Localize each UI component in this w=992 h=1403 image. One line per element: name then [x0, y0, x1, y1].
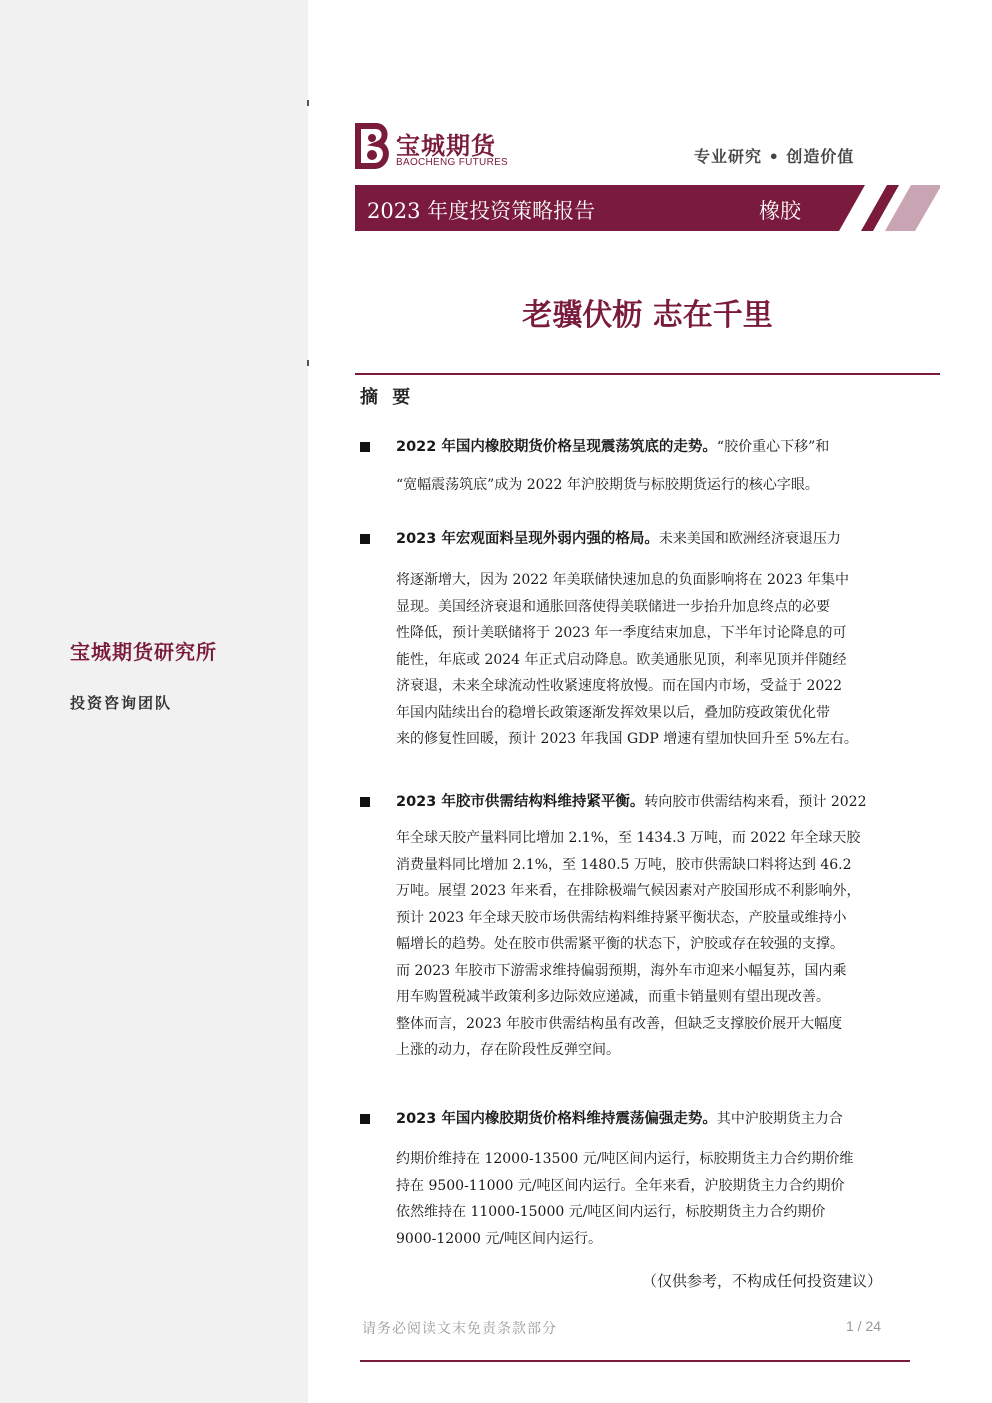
- item-line: 持在 9500-11000 元/吨区间内运行。全年来看，沪胶期货主力合约期价: [396, 1177, 845, 1194]
- item-line: 消费量料同比增加 2.1%，至 1480.5 万吨，胶市供需缺口料将达到 46.2: [396, 856, 852, 873]
- margin-tick: [307, 360, 309, 366]
- report-title: 2023 年度投资策略报告: [367, 199, 596, 223]
- item-line: 性降低，预计美联储将于 2023 年一季度结束加息，下半年讨论降息的可: [396, 625, 847, 641]
- abstract-heading: 摘 要: [360, 387, 415, 408]
- logo-text-cn: 宝城期货: [396, 132, 496, 160]
- item-body: [396, 472, 926, 499]
- item-line: 9000-12000 元/吨区间内运行。: [396, 1230, 603, 1247]
- item-first-rest: 未来美国和欧洲经济衰退压力: [658, 531, 841, 547]
- bullet-icon: [360, 1114, 370, 1124]
- item-line: 年国内陆续出台的稳增长政策逐渐发挥效果以后，叠加防疫政策优化带: [396, 704, 830, 721]
- margin-tick: [307, 100, 309, 106]
- logo-text-en: BAOCHENG FUTURES: [396, 157, 509, 168]
- item-line: 依然维持在 11000-15000 元/吨区间内运行，标胶期货主力合约期价: [396, 1204, 826, 1220]
- item-line: 约期价维持在 12000-13500 元/吨区间内运行，标胶期货主力合约期价维: [396, 1151, 854, 1167]
- research-institute-name: 宝城期货研究所: [70, 640, 217, 664]
- slogan: 专业研究 • 创造价值: [694, 147, 855, 166]
- page-number: 1 / 24: [846, 1318, 882, 1334]
- disclaimer: （仅供参考，不构成任何投资建议）: [642, 1272, 883, 1290]
- item-line: “宽幅震荡筑底”成为 2022 年沪胶期货与标胶期货运行的核心字眼。: [396, 477, 819, 493]
- footer-disclaimer-note: 请务必阅读文末免责条款部分: [362, 1321, 557, 1337]
- item-body: [396, 567, 926, 753]
- divider: [355, 373, 940, 375]
- item-line: 显现。美国经济衰退和通胀回落使得美联储进一步抬升加息终点的必要: [396, 598, 830, 615]
- item-line: 将逐渐增大，因为 2022 年美联储快速加息的负面影响将在 2023 年集中: [396, 572, 850, 588]
- item-line: 济衰退，未来全球流动性收紧速度将放慢。而在国内市场，受益于 2022: [396, 678, 843, 694]
- item-lead: 2023 年国内橡胶期货价格料维持震荡偏强走势。: [396, 1111, 717, 1127]
- item-first-line: [396, 432, 926, 462]
- page-title: 老骥伏枥 志在千里: [522, 298, 773, 333]
- item-line: 上涨的动力，存在阶段性反弹空间。: [396, 1042, 620, 1058]
- item-first-rest: 其中沪胶期货主力合: [716, 1111, 843, 1127]
- item-line: 幅增长的趋势。处在胶市供需紧平衡的状态下，沪胶或存在较强的支撑。: [396, 936, 844, 952]
- company-logo: [352, 122, 522, 172]
- report-banner: [355, 185, 940, 231]
- item-lead: 2023 年胶市供需结构料维持紧平衡。: [396, 794, 645, 810]
- bullet-icon: [360, 797, 370, 807]
- item-first-line: [396, 1104, 926, 1134]
- item-body: [396, 825, 926, 1064]
- item-first-line: [396, 524, 926, 554]
- bullet-icon: [360, 442, 370, 452]
- footer-divider: [360, 1360, 910, 1362]
- logo-mark-icon: [352, 122, 392, 172]
- team-name: 投资咨询团队: [70, 694, 173, 712]
- item-line: 万吨。展望 2023 年来看，在排除极端气候因素对产胶国形成不利影响外，: [396, 883, 861, 899]
- item-first-line: [396, 787, 926, 817]
- item-lead: 2022 年国内橡胶期货价格呈现震荡筑底的走势。: [396, 439, 717, 455]
- item-line: 来的修复性回暖，预计 2023 年我国 GDP 增速有望加快回升至 5%左右。: [396, 731, 858, 747]
- item-body: [396, 1146, 926, 1252]
- item-line: 年全球天胶产量料同比增加 2.1%，至 1434.3 万吨，而 2022 年全球天胶: [396, 830, 861, 846]
- item-line: 能性，年底或 2024 年正式启动降息。欧美通胀见顶，利率见顶并伴随经: [396, 651, 847, 668]
- commodity-tag: 橡胶: [759, 199, 801, 223]
- item-line: 预计 2023 年全球天胶市场供需结构料维持紧平衡状态，产胶量或维持小: [396, 909, 847, 926]
- item-lead: 2023 年宏观面料呈现外弱内强的格局。: [396, 531, 659, 547]
- item-line: 而 2023 年胶市下游需求维持偏弱预期，海外车市迎来小幅复苏，国内乘: [396, 962, 847, 979]
- item-first-rest: 转向胶市供需结构来看，预计 2022: [644, 794, 867, 810]
- item-line: 用车购置税减半政策利多边际效应递减，而重卡销量则有望出现改善。: [396, 989, 830, 1005]
- item-first-rest: “胶价重心下移”和: [716, 439, 830, 455]
- bullet-icon: [360, 534, 370, 544]
- item-line: 整体而言，2023 年胶市供需结构虽有改善，但缺乏支撑胶价展开大幅度: [396, 1015, 843, 1032]
